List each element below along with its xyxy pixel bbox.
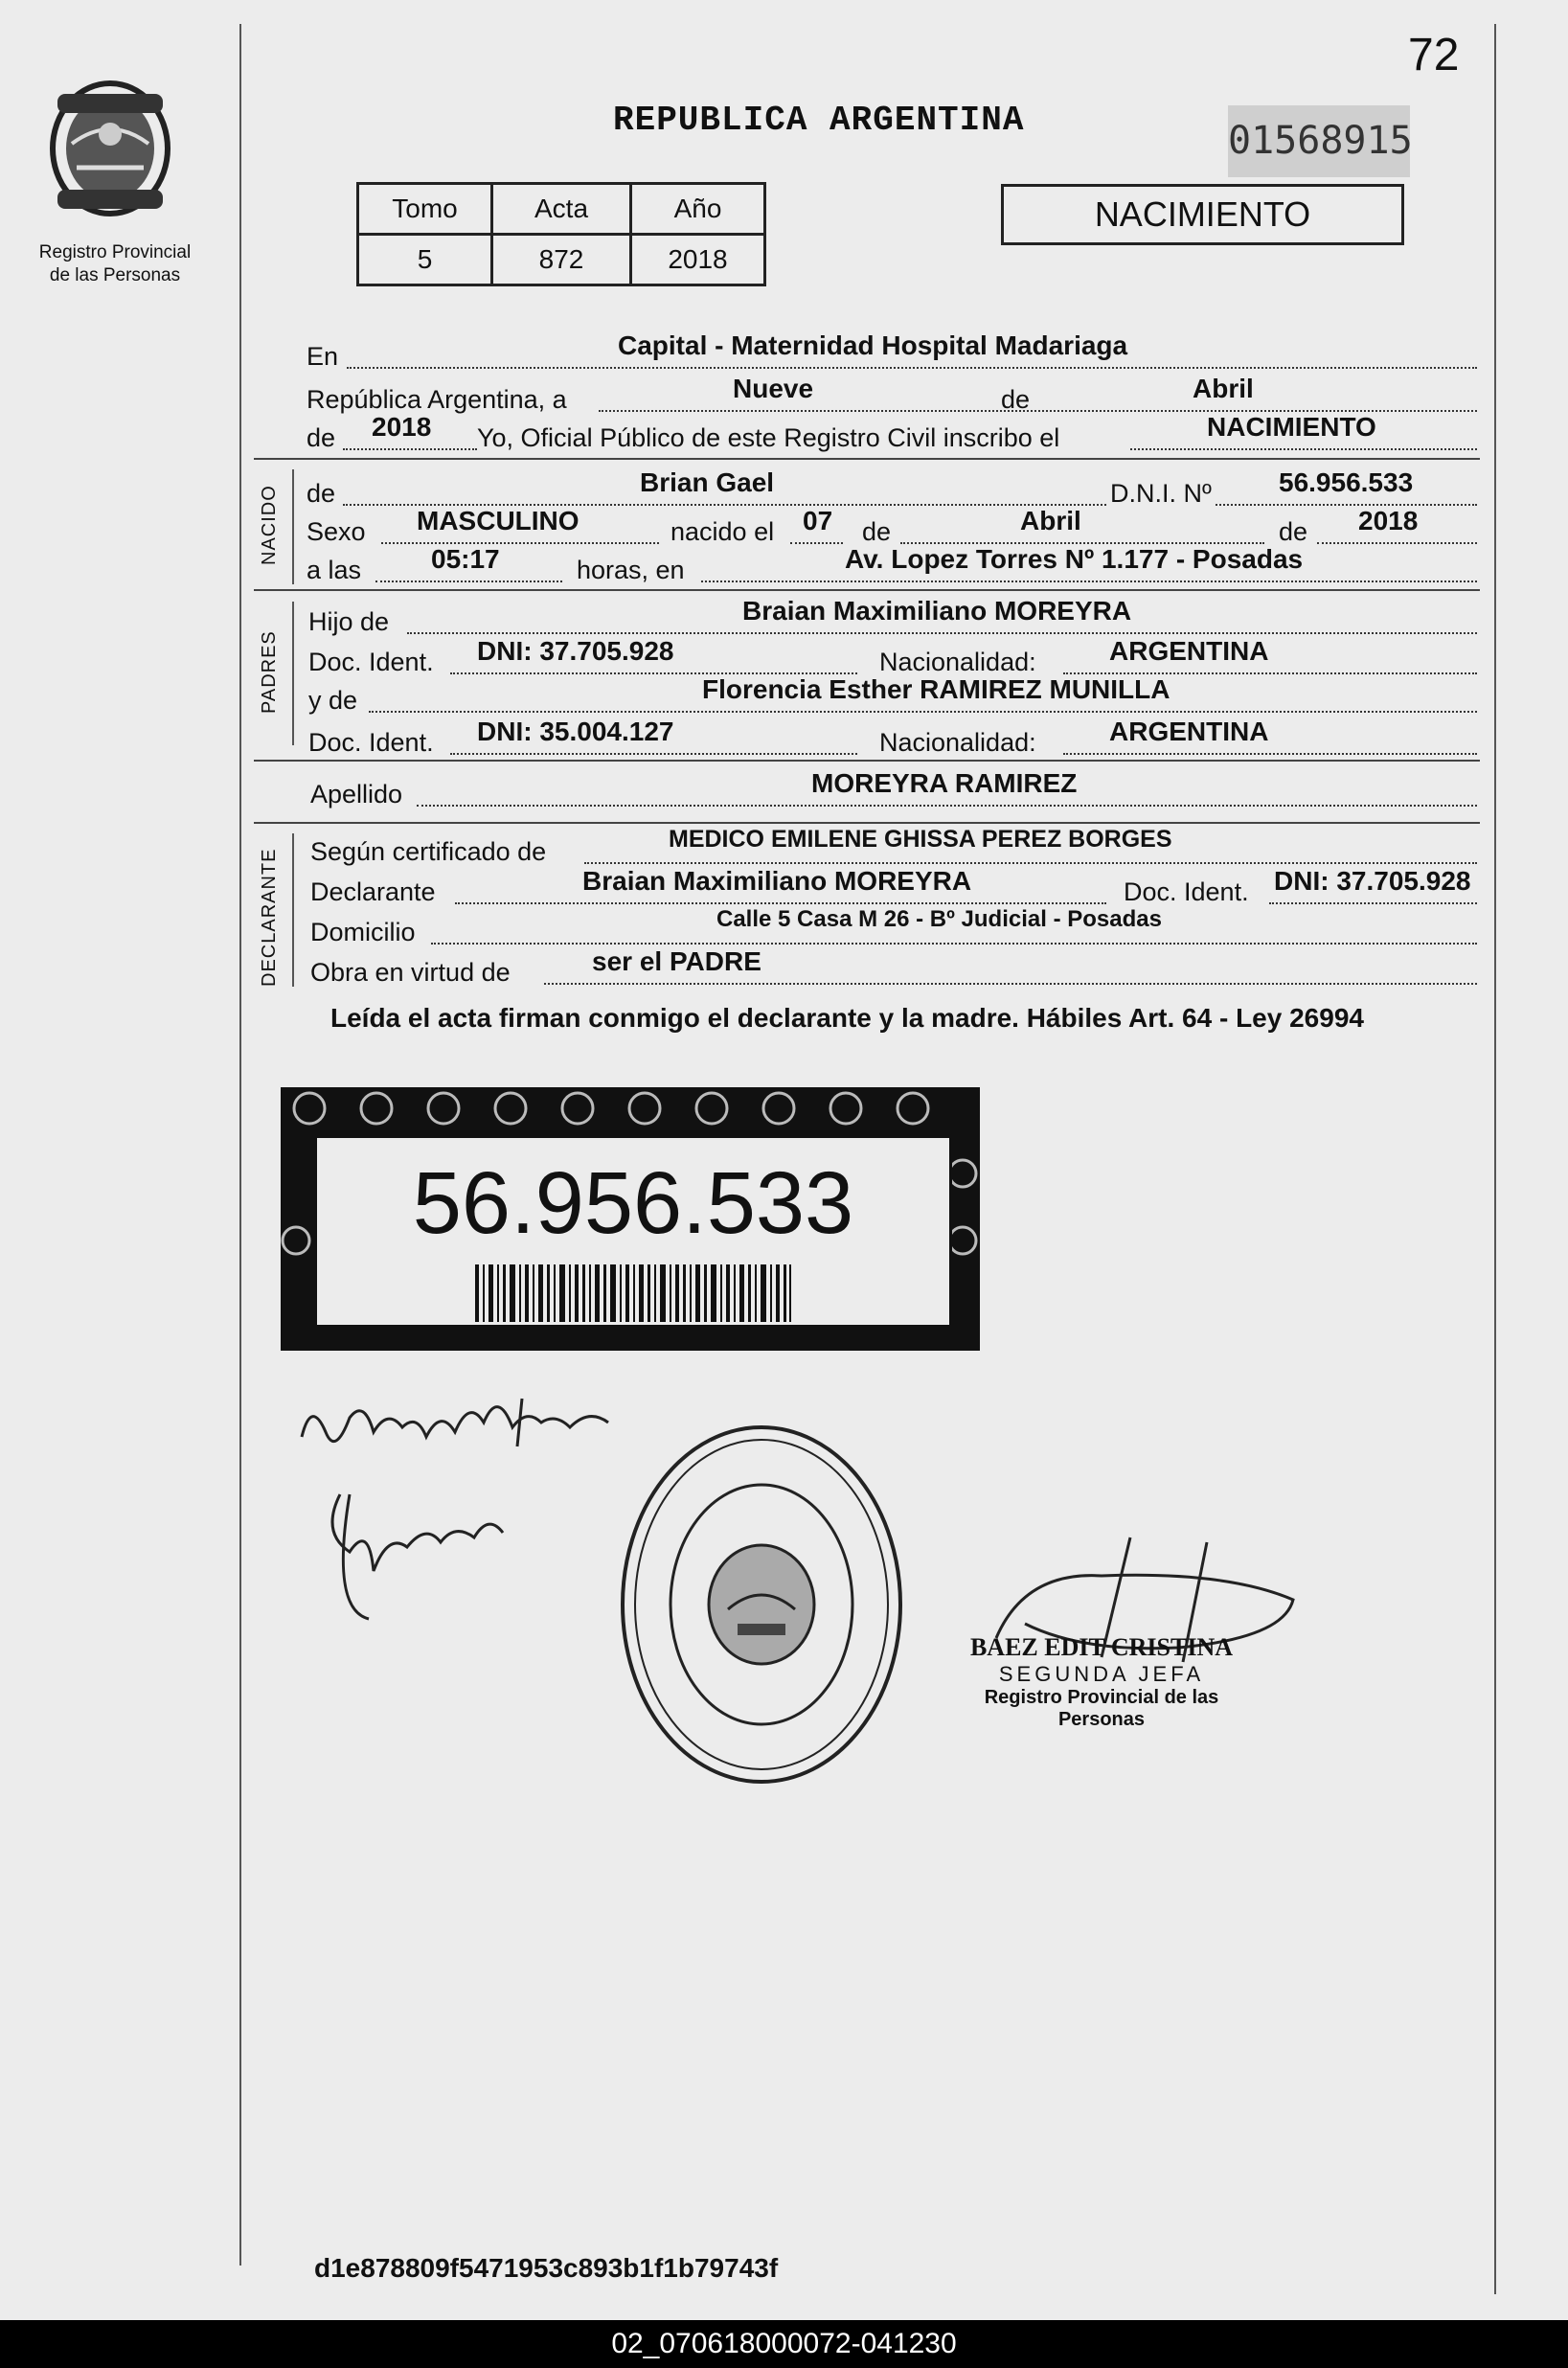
born-name-label: de xyxy=(307,479,336,508)
surname-row xyxy=(307,768,1477,810)
born-name-row xyxy=(307,467,1477,510)
dotted-line xyxy=(1130,448,1477,450)
dotted-line xyxy=(1269,902,1477,904)
father-doc-label: Doc. Ident. xyxy=(308,648,434,676)
dotted-line xyxy=(417,805,1477,807)
declarant-signature-icon xyxy=(283,1379,666,1638)
section-label-declarante: DECLARANTE xyxy=(259,848,280,987)
register-table xyxy=(356,182,766,286)
footer-filename: 02_070618000072-041230 xyxy=(0,2320,1568,2368)
address-value: Calle 5 Casa M 26 - Bº Judicial - Posadas xyxy=(716,906,1162,932)
official-seal-icon xyxy=(613,1418,910,1791)
sex-label: Sexo xyxy=(307,517,366,546)
separator xyxy=(254,589,1480,591)
document-hash: d1e878809f5471953c893b1f1b79743f xyxy=(314,2253,779,2283)
anio-value: 2018 xyxy=(631,235,765,285)
father-doc-value: DNI: 37.705.928 xyxy=(477,636,674,666)
dotted-line xyxy=(407,632,1477,634)
year-text: Yo, Oficial Público de este Registro Civil inscribo el xyxy=(477,423,1060,452)
dotted-line xyxy=(347,367,1477,369)
separator xyxy=(254,760,1480,762)
dotted-line xyxy=(431,943,1477,945)
record-kind-value: NACIMIENTO xyxy=(1207,412,1376,442)
born-day-value: 07 xyxy=(803,506,833,535)
official-block xyxy=(943,1633,1260,1731)
section-label-padres: PADRES xyxy=(259,630,280,714)
dotted-line xyxy=(450,753,857,755)
father-name-value: Braian Maximiliano MOREYRA xyxy=(742,596,1132,626)
dotted-line xyxy=(343,448,477,450)
born-year-value: 2018 xyxy=(1358,506,1419,535)
dni-value: 56.956.533 xyxy=(1279,467,1414,497)
date-row xyxy=(307,374,1477,416)
year-value: 2018 xyxy=(372,412,432,442)
surname-value: MOREYRA RAMIREZ xyxy=(811,768,1078,798)
separator xyxy=(254,458,1480,460)
sex-value: MASCULINO xyxy=(417,506,579,535)
dotted-line xyxy=(1063,753,1477,755)
declarant-doc-value: DNI: 37.705.928 xyxy=(1274,866,1471,896)
dotted-line xyxy=(369,711,1477,713)
mother-doc-label: Doc. Ident. xyxy=(308,728,434,757)
certificate-row xyxy=(307,826,1477,868)
dotted-line xyxy=(455,902,1106,904)
birth-address-value: Av. Lopez Torres Nº 1.177 - Posadas xyxy=(845,544,1304,574)
sex-row xyxy=(307,506,1477,548)
tomo-value: 5 xyxy=(358,235,492,285)
mother-nat-value: ARGENTINA xyxy=(1109,717,1269,746)
section-bracket xyxy=(292,833,294,987)
born-de2-label: de xyxy=(1279,517,1308,546)
dni-sticker-number: 56.956.533 xyxy=(412,1154,854,1252)
father-nat-value: ARGENTINA xyxy=(1109,636,1269,666)
time-row xyxy=(307,544,1477,586)
tomo-header: Tomo xyxy=(358,184,492,235)
official-role: SEGUNDA JEFA xyxy=(998,1662,1205,1686)
section-label-nacido: NACIDO xyxy=(259,485,280,565)
year-de-label: de xyxy=(307,423,336,452)
place-value: Capital - Maternidad Hospital Madariaga xyxy=(618,330,1128,360)
register-value-row xyxy=(358,235,765,285)
father-doc-row xyxy=(307,636,1477,678)
register-header-row xyxy=(358,184,765,235)
month-value: Abril xyxy=(1193,374,1254,403)
province-emblem-icon xyxy=(38,77,182,220)
day-value: Nueve xyxy=(733,374,814,403)
place-label: En xyxy=(307,342,339,371)
reason-row xyxy=(307,946,1477,989)
official-name: BAEZ EDIT CRISTINA xyxy=(969,1633,1234,1661)
separator xyxy=(254,822,1480,824)
dotted-line xyxy=(544,983,1477,985)
record-type-box: NACIMIENTO xyxy=(1001,184,1404,245)
barcode-icon xyxy=(475,1264,791,1322)
mother-doc-row xyxy=(307,717,1477,759)
date-label: República Argentina, a xyxy=(307,385,567,414)
anio-header: Año xyxy=(631,184,765,235)
mother-row xyxy=(307,674,1477,717)
closing-text: Leída el acta firman conmigo el declarante y la madre. Hábiles Art. 64 - Ley 26994 xyxy=(330,1003,1364,1033)
official-office: Registro Provincial de las Personas xyxy=(984,1687,1219,1730)
born-de1-label: de xyxy=(862,517,892,546)
logo-caption xyxy=(19,241,211,287)
dotted-line xyxy=(584,862,1477,864)
dni-sticker-inner xyxy=(314,1135,952,1328)
serial-number: 01568915 xyxy=(1228,105,1410,177)
address-label: Domicilio xyxy=(310,918,416,946)
logo-caption-line1: Registro Provincial xyxy=(38,242,192,262)
document-title: REPUBLICA ARGENTINA xyxy=(613,101,1025,140)
place-row xyxy=(307,330,1477,373)
father-nat-label: Nacionalidad: xyxy=(879,648,1036,676)
acta-value: 872 xyxy=(492,235,631,285)
year-row xyxy=(307,412,1477,454)
mother-name-value: Florencia Esther RAMIREZ MUNILLA xyxy=(702,674,1170,704)
dotted-line xyxy=(701,581,1477,582)
certificate-value: MEDICO EMILENE GHISSA PEREZ BORGES xyxy=(669,826,1172,853)
logo-caption-line2: de las Personas xyxy=(49,265,181,285)
dni-label: D.N.I. Nº xyxy=(1106,479,1216,509)
born-name-value: Brian Gael xyxy=(640,467,775,497)
mother-doc-value: DNI: 35.004.127 xyxy=(477,717,674,746)
dotted-line xyxy=(375,581,562,582)
father-row xyxy=(307,596,1477,638)
address-row xyxy=(307,906,1477,948)
dni-sticker xyxy=(281,1087,980,1351)
hours-label: horas, en xyxy=(577,556,685,584)
declarant-label: Declarante xyxy=(310,877,436,906)
son-label: Hijo de xyxy=(308,607,390,636)
reason-value: ser el PADRE xyxy=(592,946,761,976)
left-margin-line xyxy=(239,24,241,2266)
declarant-row xyxy=(307,866,1477,908)
right-margin-line xyxy=(1494,24,1496,2294)
de-label: de xyxy=(1001,385,1031,414)
declarant-doc-label: Doc. Ident. xyxy=(1124,877,1249,906)
section-bracket xyxy=(292,602,294,745)
declarant-name-value: Braian Maximiliano MOREYRA xyxy=(582,866,972,896)
surname-label: Apellido xyxy=(310,780,403,808)
born-month-value: Abril xyxy=(1020,506,1081,535)
acta-header: Acta xyxy=(492,184,631,235)
born-date-label: nacido el xyxy=(670,517,775,546)
certificate-label: Según certificado de xyxy=(310,837,547,866)
time-label: a las xyxy=(307,556,362,584)
reason-label: Obra en virtud de xyxy=(310,958,511,987)
mother-nat-label: Nacionalidad: xyxy=(879,728,1036,757)
page-number: 72 xyxy=(1408,30,1460,80)
and-label: y de xyxy=(308,686,358,715)
time-value: 05:17 xyxy=(431,544,500,574)
section-bracket xyxy=(292,469,294,584)
